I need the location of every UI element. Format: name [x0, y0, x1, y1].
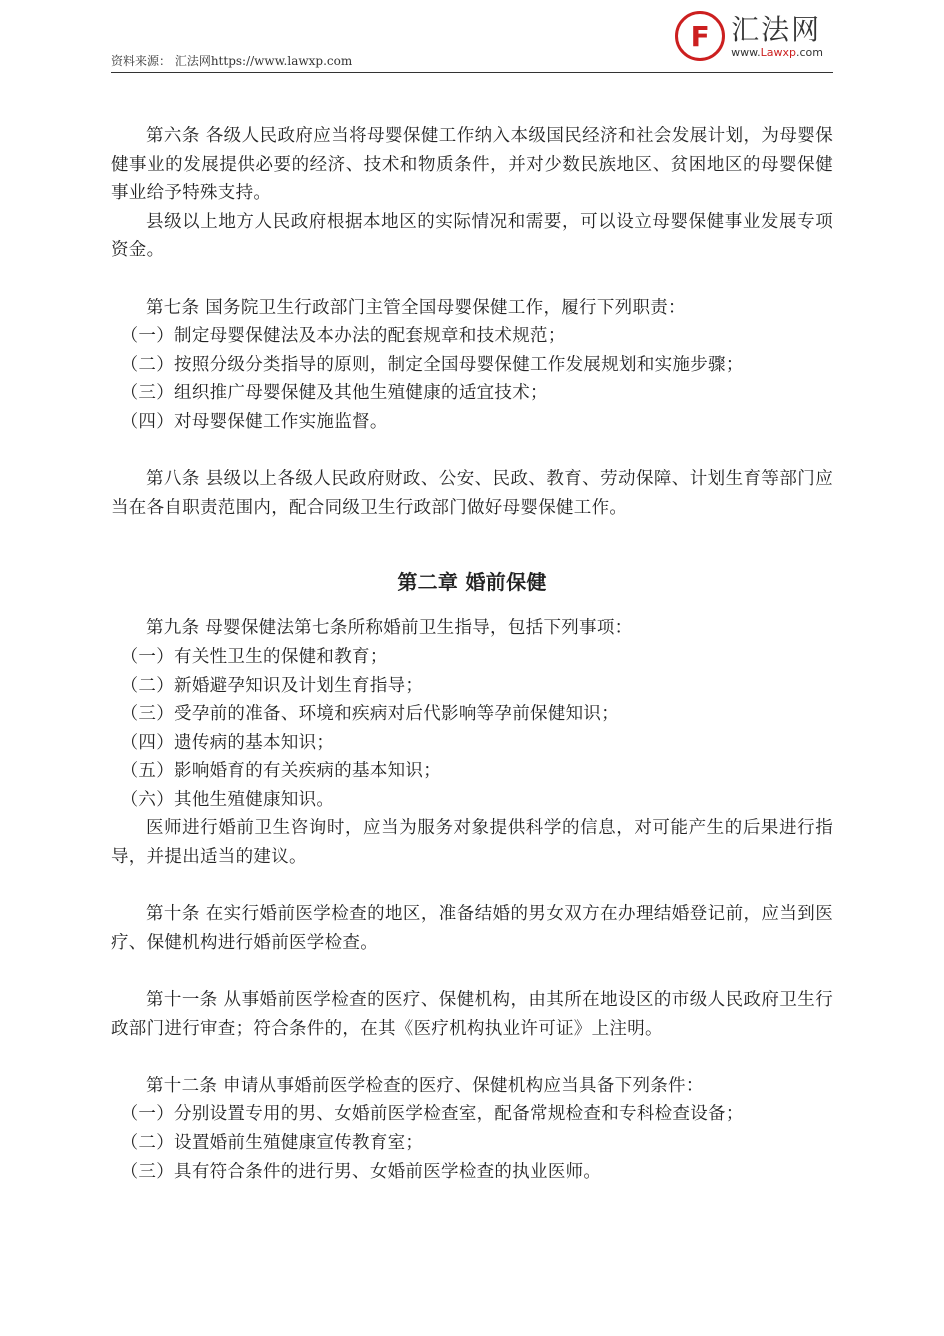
logo-url-suffix: .com	[796, 45, 823, 59]
article-7-para-1: 第七条 国务院卫生行政部门主管全国母婴保健工作，履行下列职责：	[146, 297, 686, 318]
list-item: （一）有关性卫生的保健和教育；	[120, 646, 388, 667]
article-9-para-2: 医师进行婚前卫生咨询时，应当为服务对象提供科学的信息，对可能产生的后果进行指导，并提出适当的建议。	[111, 818, 833, 868]
article-10-para-1: 第十条 在实行婚前医学检查的地区，准备结婚的男女双方在办理结婚登记前，应当到医疗、保健机构进行婚前医学检查。	[111, 904, 833, 953]
article-9	[111, 614, 833, 871]
list-item: （四）对母婴保健工作实施监督。	[120, 411, 388, 432]
source-line: 资料来源： 汇法网https://www.lawxp.com	[111, 54, 353, 68]
list-item: （二）设置婚前生殖健康宣传教育室；	[120, 1133, 424, 1153]
article-12-para-1: 第十二条 申请从事婚前医学检查的医疗、保健机构应当具备下列条件：	[146, 1075, 704, 1096]
chapter-title: 第二章 婚前保健	[397, 570, 547, 595]
article-8-para-1: 第八条 县级以上各级人民政府财政、公安、民政、教育、劳动保障、计划生育等部门应当在各自职责范围内，配合同级卫生行政部门做好母婴保健工作。	[111, 469, 833, 518]
article-11-para-1: 第十一条 从事婚前医学检查的医疗、保健机构，由其所在地设区的市级人民政府卫生行政部门进行审查；符合条件的，在其《医疗机构执业许可证》上注明。	[111, 990, 833, 1039]
document-body	[111, 122, 833, 1186]
article-6-para-1: 第六条 各级人民政府应当将母婴保健工作纳入本级国民经济和社会发展计划，为母婴保健事业的发展提供必要的经济、技术和物质条件，并对少数民族地区、贫困地区的母婴保健事业给予特殊支持。	[111, 126, 833, 204]
page-header	[111, 6, 833, 73]
list-item: （三）受孕前的准备、环境和疾病对后代影响等孕前保健知识；	[120, 704, 620, 725]
list-item: （五）影响婚育的有关疾病的基本知识；	[120, 761, 442, 782]
list-item: （六）其他生殖健康知识。	[120, 789, 335, 810]
list-item: （三）组织推广母婴保健及其他生殖健康的适宜技术；	[120, 383, 548, 404]
article-12	[111, 1072, 833, 1186]
list-item: （四）遗传病的基本知识；	[120, 732, 335, 753]
list-item: （二）新婚避孕知识及计划生育指导；	[120, 675, 424, 696]
article-6-para-2: 县级以上地方人民政府根据本地区的实际情况和需要，可以设立母婴保健事业发展专项资金。	[111, 211, 833, 261]
list-item: （一）分别设置专用的男、女婚前医学检查室，配备常规检查和专科检查设备；	[120, 1104, 744, 1125]
article-10	[111, 900, 833, 957]
logo-url	[731, 46, 823, 59]
article-9-para-1: 第九条 母婴保健法第七条所称婚前卫生指导，包括下列事项：	[146, 618, 633, 639]
list-item: （二）按照分级分类指导的原则，制定全国母婴保健工作发展规划和实施步骤；	[120, 354, 744, 375]
article-7	[111, 294, 833, 437]
logo-url-brand: Lawxp	[760, 45, 796, 59]
logo-mark-icon: F	[675, 11, 725, 61]
lawxp-logo	[675, 6, 823, 66]
list-item: （三）具有符合条件的进行男、女婚前医学检查的执业医师。	[120, 1161, 602, 1182]
logo-url-prefix: www.	[731, 45, 761, 59]
logo-name: 汇法网	[731, 12, 822, 46]
article-6	[111, 122, 833, 265]
article-8	[111, 465, 833, 522]
logo-text	[731, 14, 823, 59]
article-11	[111, 986, 833, 1043]
list-item: （一）制定母婴保健法及本办法的配套规章和技术规范；	[120, 326, 566, 347]
